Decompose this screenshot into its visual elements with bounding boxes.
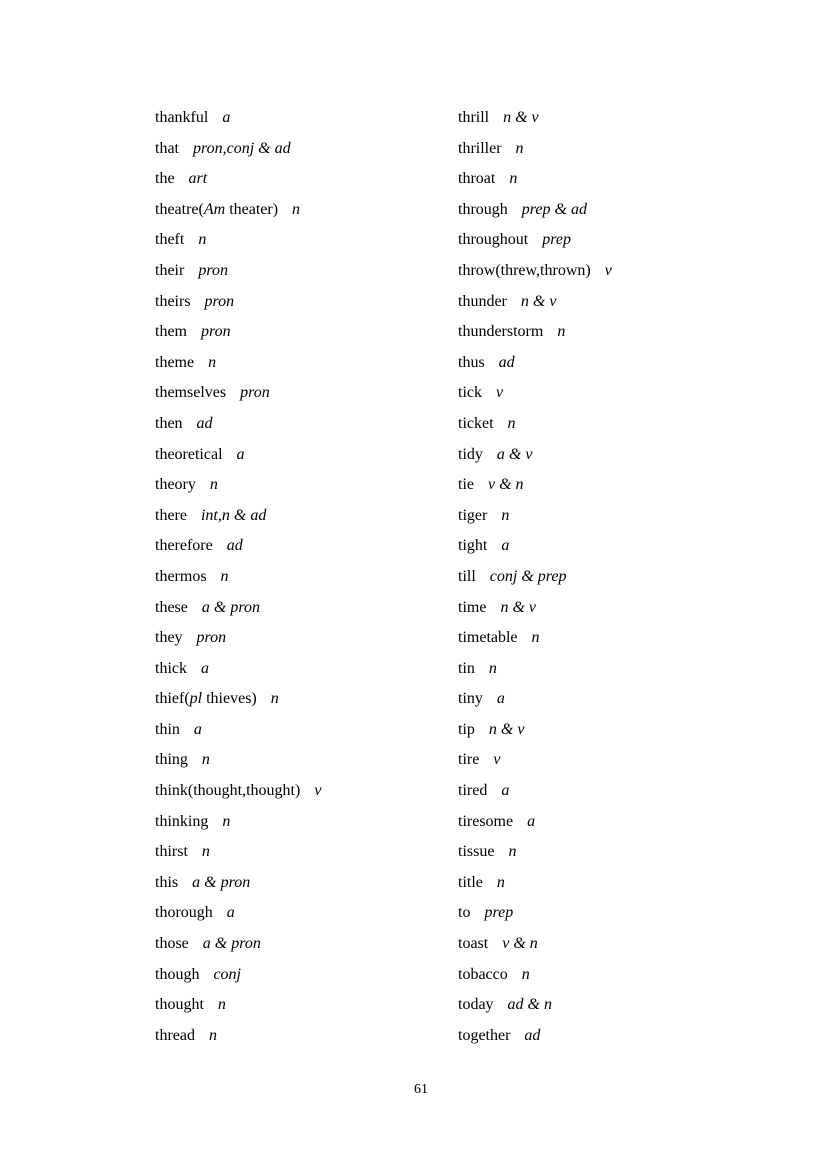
vocab-entry bbox=[458, 904, 788, 935]
entry-pos: prep bbox=[484, 904, 514, 922]
entry-word: thunder bbox=[458, 292, 507, 310]
entry-word: thorough bbox=[155, 904, 213, 922]
entry-pos: ad bbox=[524, 1026, 541, 1044]
entry-word: the bbox=[155, 170, 175, 188]
entry-pos: n bbox=[198, 231, 207, 249]
entry-pos: art bbox=[188, 170, 208, 188]
entry-pos: a bbox=[201, 659, 209, 677]
entry-word: theme bbox=[155, 353, 195, 371]
entry-pos: ad bbox=[498, 353, 515, 371]
vocab-entry bbox=[155, 996, 485, 1027]
entry-pos: a bbox=[501, 782, 510, 800]
entry-pos: pron bbox=[198, 261, 228, 279]
entry-pos: n & v bbox=[520, 292, 557, 310]
vocab-entry bbox=[155, 354, 485, 385]
entry-pos: a & pron bbox=[192, 873, 251, 891]
entry-word: tight bbox=[458, 537, 488, 555]
entry-word: tire bbox=[458, 751, 480, 769]
entry-pos: n bbox=[201, 843, 210, 861]
entry-word: thunderstorm bbox=[458, 323, 544, 341]
vocab-entry bbox=[458, 629, 788, 660]
vocab-entry bbox=[458, 721, 788, 752]
vocab-entry bbox=[155, 293, 485, 324]
entry-pos: a bbox=[236, 445, 245, 463]
entry-pos: n bbox=[488, 659, 497, 677]
entry-word: tiger bbox=[458, 506, 488, 524]
vocab-entry bbox=[155, 629, 485, 660]
entry-pos: n bbox=[501, 506, 510, 524]
entry-word: that bbox=[155, 139, 179, 157]
vocab-entry bbox=[155, 323, 485, 354]
vocab-entry bbox=[155, 476, 485, 507]
entry-word: title bbox=[458, 873, 483, 891]
page-number: 61 bbox=[414, 1082, 428, 1097]
vocab-entry bbox=[458, 568, 788, 599]
entry-word: thief(pl thieves) bbox=[155, 690, 257, 708]
entry-pos: pron bbox=[240, 384, 270, 402]
vocab-entry bbox=[458, 782, 788, 813]
entry-pos: ad bbox=[196, 414, 213, 432]
entry-word: tissue bbox=[458, 843, 495, 861]
vocab-entry bbox=[458, 384, 788, 415]
entry-pos: n bbox=[217, 996, 226, 1014]
entry-pos: n & v bbox=[503, 109, 539, 126]
entry-word: tip bbox=[458, 720, 475, 738]
vocab-entry bbox=[458, 140, 788, 171]
entry-word: think(thought,thought) bbox=[155, 782, 301, 800]
vocab-entry bbox=[458, 170, 788, 201]
entry-pos: v & n bbox=[488, 476, 524, 494]
vocab-entry bbox=[155, 140, 485, 171]
entry-word: throughout bbox=[458, 231, 529, 249]
entry-pos: ad bbox=[226, 537, 243, 555]
entry-pos: conj bbox=[213, 965, 241, 983]
entry-word: there bbox=[155, 506, 187, 524]
entry-pos: a bbox=[222, 109, 231, 126]
entry-word: theatre(Am theater) bbox=[155, 200, 279, 218]
vocab-entry bbox=[155, 537, 488, 568]
vocab-entry bbox=[458, 507, 788, 538]
entry-word: thick bbox=[155, 659, 187, 677]
entry-pos: a & pron bbox=[201, 598, 260, 616]
entry-pos: n bbox=[292, 200, 301, 218]
entry-pos: a & v bbox=[496, 445, 533, 463]
entry-pos: a & pron bbox=[202, 935, 261, 953]
entry-word: tick bbox=[458, 384, 482, 402]
entry-pos: a bbox=[193, 720, 202, 738]
entry-word: theory bbox=[155, 476, 196, 494]
entry-pos: v bbox=[314, 782, 322, 800]
vocab-entry bbox=[155, 935, 485, 966]
entry-word: theft bbox=[155, 231, 185, 249]
entry-pos: v & n bbox=[502, 935, 538, 953]
vocab-entry bbox=[458, 109, 788, 140]
vocab-entry bbox=[155, 415, 485, 446]
entry-pos: n bbox=[521, 965, 530, 983]
vocab-entry bbox=[155, 262, 485, 293]
entry-pos: a bbox=[501, 537, 510, 555]
entry-word: timetable bbox=[458, 629, 518, 647]
vocab-entry bbox=[155, 568, 485, 599]
entry-word: thrill bbox=[458, 109, 490, 126]
entry-word: thus bbox=[458, 353, 485, 371]
entry-word: theoretical bbox=[155, 445, 223, 463]
entry-pos: n & v bbox=[500, 598, 536, 616]
entry-word: them bbox=[155, 323, 187, 341]
entry-word: then bbox=[155, 414, 183, 432]
entry-pos: a bbox=[226, 904, 235, 922]
entry-pos: int,n & ad bbox=[200, 506, 267, 524]
vocab-entry bbox=[155, 904, 485, 935]
vocab-column-right bbox=[458, 109, 788, 1057]
entry-pos: v bbox=[496, 384, 504, 402]
entry-word: tiresome bbox=[458, 812, 514, 830]
vocab-entry bbox=[155, 813, 485, 844]
entry-word: though bbox=[155, 965, 200, 983]
vocab-entry bbox=[458, 262, 788, 293]
entry-word: thriller bbox=[458, 139, 502, 157]
entry-pos: n bbox=[270, 690, 279, 708]
entry-word: thin bbox=[155, 720, 180, 738]
entry-pos: pron bbox=[201, 323, 231, 341]
entry-pos: n bbox=[222, 812, 231, 830]
entry-word: thermos bbox=[155, 567, 207, 585]
entry-word: they bbox=[155, 629, 183, 647]
vocab-entry bbox=[458, 354, 788, 385]
vocab-entry bbox=[458, 690, 788, 721]
entry-word: theirs bbox=[155, 292, 191, 310]
entry-pos: conj & prep bbox=[489, 567, 567, 585]
vocab-entry bbox=[155, 599, 485, 630]
entry-pos: n & v bbox=[488, 720, 525, 738]
vocab-entry bbox=[458, 323, 788, 354]
vocab-entry bbox=[458, 446, 788, 477]
entry-word: throw(threw,thrown) bbox=[458, 261, 591, 279]
vocab-entry bbox=[155, 721, 485, 752]
vocab-entry bbox=[458, 201, 788, 232]
vocab-entry bbox=[458, 293, 788, 324]
vocab-entry bbox=[458, 476, 788, 507]
entry-pos: v bbox=[604, 261, 612, 279]
entry-word: themselves bbox=[155, 384, 227, 402]
entry-pos: a bbox=[527, 812, 536, 830]
vocab-entry bbox=[155, 966, 485, 997]
entry-pos: n bbox=[507, 414, 516, 432]
vocab-entry bbox=[155, 201, 485, 232]
entry-word: through bbox=[458, 200, 508, 218]
vocab-entry bbox=[458, 415, 788, 446]
vocab-entry bbox=[155, 843, 485, 874]
entry-word: time bbox=[458, 598, 487, 616]
entry-word: therefore bbox=[155, 537, 213, 555]
entry-word: those bbox=[155, 935, 189, 953]
vocab-entry bbox=[155, 751, 485, 782]
entry-pos: n bbox=[557, 323, 566, 341]
entry-pos: n bbox=[509, 170, 518, 188]
entry-word: their bbox=[155, 261, 185, 279]
entry-pos: n bbox=[208, 353, 217, 371]
vocab-entry bbox=[458, 996, 788, 1027]
entry-pos: n bbox=[531, 629, 540, 647]
entry-word: tired bbox=[458, 782, 488, 800]
vocab-entry bbox=[458, 843, 788, 874]
entry-pos: n bbox=[209, 476, 218, 494]
entry-pos: pron bbox=[196, 629, 227, 647]
entry-word: tiny bbox=[458, 690, 483, 708]
entry-pos: n bbox=[508, 843, 517, 861]
vocab-entry bbox=[458, 1027, 788, 1058]
entry-word: tie bbox=[458, 476, 474, 494]
entry-pos: v bbox=[493, 751, 501, 769]
vocab-entry bbox=[458, 751, 788, 782]
vocab-entry bbox=[155, 874, 485, 905]
entry-word: thought bbox=[155, 996, 204, 1014]
vocab-entry bbox=[458, 935, 788, 966]
vocab-entry bbox=[155, 660, 485, 691]
entry-pos: prep bbox=[542, 231, 571, 249]
entry-pos: n bbox=[220, 567, 229, 585]
vocab-entry bbox=[155, 1027, 485, 1058]
entry-word: thankful bbox=[155, 109, 209, 126]
vocab-entry bbox=[155, 506, 488, 538]
vocab-entry bbox=[458, 660, 788, 691]
vocab-entry bbox=[458, 599, 788, 630]
vocab-entry bbox=[155, 690, 485, 721]
entry-word: today bbox=[458, 996, 494, 1014]
vocab-entry bbox=[458, 966, 788, 997]
entry-word: thing bbox=[155, 751, 188, 769]
entry-word: thread bbox=[155, 1026, 195, 1044]
entry-word: thirst bbox=[155, 843, 188, 861]
vocab-entry bbox=[155, 170, 485, 201]
entry-word: ticket bbox=[458, 414, 494, 432]
entry-pos: pron bbox=[204, 292, 235, 310]
vocab-entry bbox=[458, 813, 788, 844]
entry-pos: prep & ad bbox=[521, 200, 587, 218]
entry-word: till bbox=[458, 567, 476, 585]
vocab-entry bbox=[458, 537, 788, 568]
vocab-entry bbox=[155, 782, 488, 813]
entry-word: together bbox=[458, 1026, 511, 1044]
entry-word: tidy bbox=[458, 445, 483, 463]
entry-word: this bbox=[155, 873, 179, 891]
entry-word: toast bbox=[458, 935, 489, 953]
entry-word: tobacco bbox=[458, 965, 508, 983]
vocab-entry bbox=[155, 446, 485, 477]
entry-pos: ad & n bbox=[507, 996, 552, 1014]
entry-pos: n bbox=[515, 139, 524, 157]
entry-pos: n bbox=[496, 873, 505, 891]
vocab-entry bbox=[458, 874, 788, 905]
entry-word: throat bbox=[458, 170, 496, 188]
vocab-entry bbox=[155, 384, 485, 415]
entry-word: to bbox=[458, 904, 471, 922]
entry-word: tin bbox=[458, 659, 475, 677]
entry-word: these bbox=[155, 598, 188, 616]
entry-pos: n bbox=[201, 751, 210, 769]
entry-pos: a bbox=[496, 690, 505, 708]
vocab-entry bbox=[458, 231, 788, 262]
entry-pos: n bbox=[208, 1026, 217, 1044]
entry-pos: pron,conj & ad bbox=[193, 139, 291, 157]
vocab-entry bbox=[155, 109, 485, 140]
entry-word: thinking bbox=[155, 812, 209, 830]
vocab-entry bbox=[155, 231, 485, 262]
